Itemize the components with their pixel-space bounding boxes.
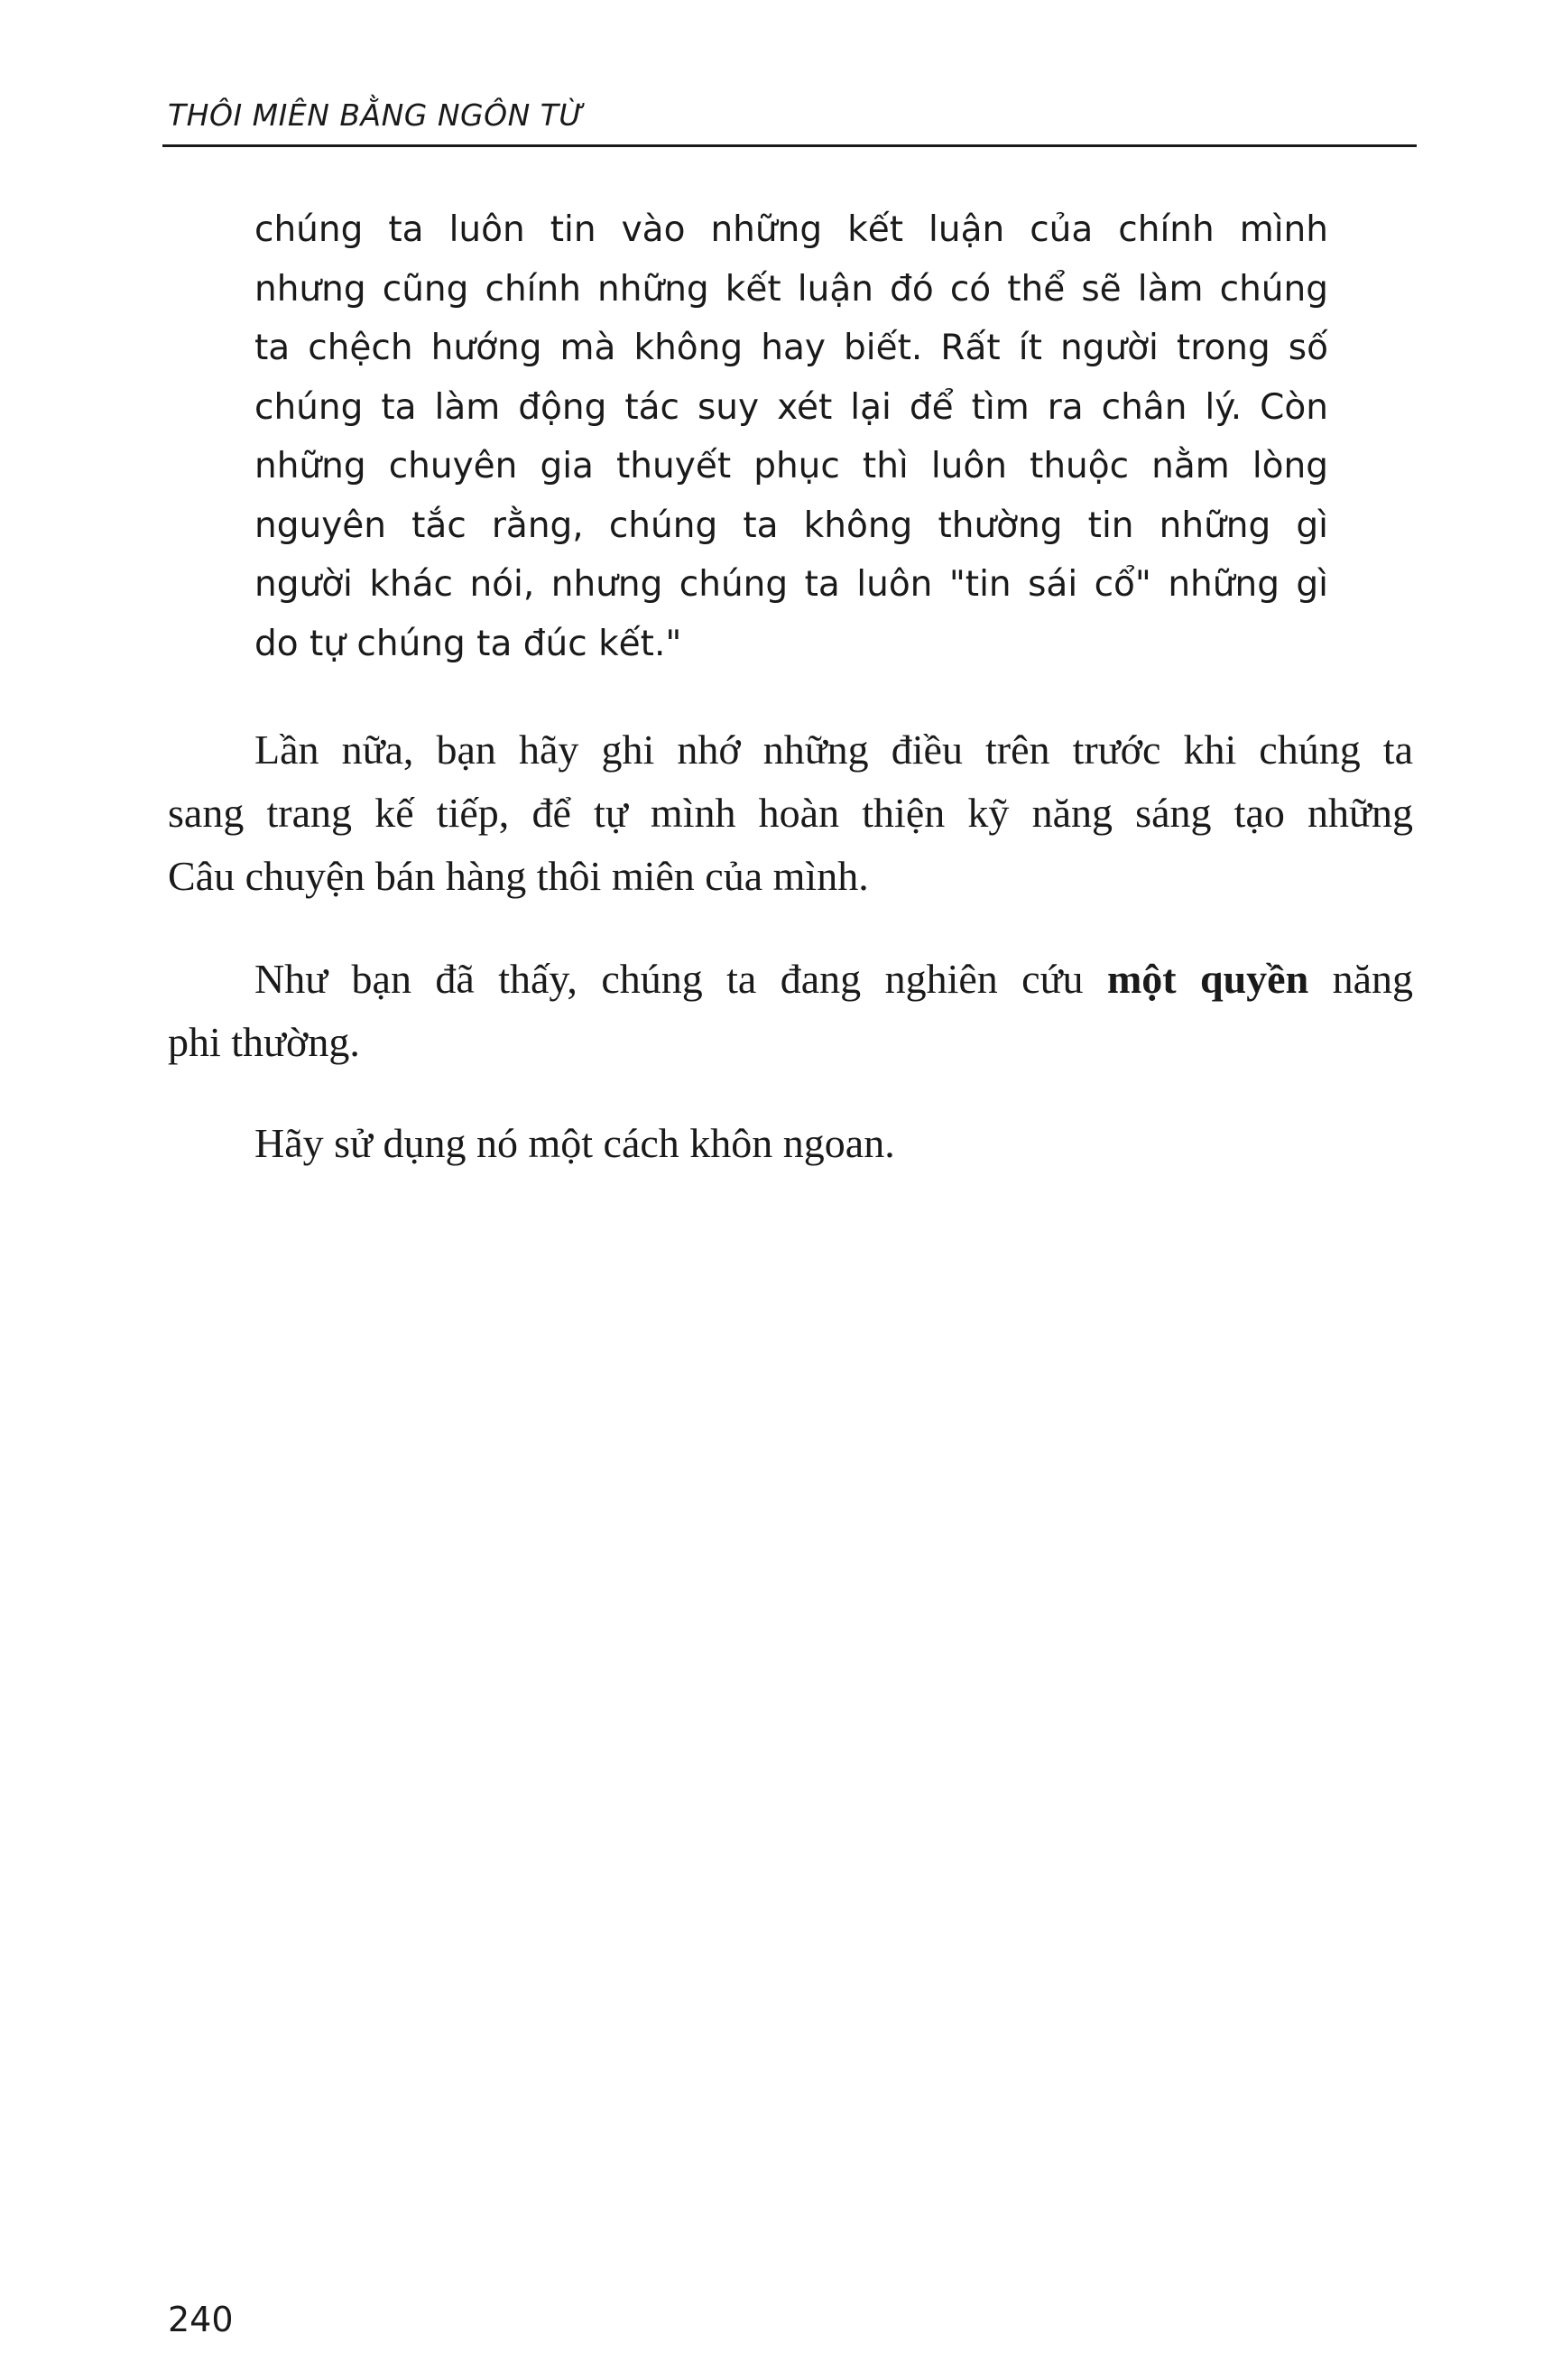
paragraph-line: Hãy sử dụng nó một cách khôn ngoan. <box>254 1120 895 1166</box>
quote-line: người khác nói, nhưng chúng ta luôn "tin sái cổ" những gì <box>254 564 1328 605</box>
quote-block <box>254 200 1328 673</box>
quote-line: chúng ta làm động tác suy xét lại để tìm ra chân lý. Còn <box>254 386 1328 428</box>
paragraph-line: sang trang kế tiếp, để tự mình hoàn thiện kỹ năng sáng tạo những <box>168 790 1413 836</box>
running-header: THÔI MIÊN BẰNG NGÔN TỪ <box>168 97 585 133</box>
quote-line: những chuyên gia thuyết phục thì luôn thuộc nằm lòng <box>254 446 1328 486</box>
header-rule <box>162 144 1417 147</box>
paragraph-text: Như bạn đã thấy, chúng ta đang nghiên cứu <box>254 956 1107 1002</box>
quote-line: chúng ta luôn tin vào những kết luận của chính mình <box>254 209 1328 250</box>
quote-line: ta chệch hướng mà không hay biết. Rất ít người trong số <box>254 328 1328 368</box>
quote-line: do tự chúng ta đúc kết." <box>254 623 682 664</box>
paragraph-power <box>168 948 1413 1074</box>
paragraph-line: phi thường. <box>168 1019 360 1065</box>
emphasis-text: một quyền <box>1106 956 1309 1002</box>
paragraph-line: Lần nữa, bạn hãy ghi nhớ những điều trên trước khi chúng ta <box>254 727 1413 773</box>
paragraph-line <box>168 948 1413 1011</box>
paragraph-text: năng <box>1308 956 1413 1002</box>
paragraph-wisdom <box>168 1112 1413 1175</box>
page-number: 240 <box>168 2300 234 2339</box>
paragraph-reminder <box>168 718 1413 908</box>
paragraph-line: Câu chuyện bán hàng thôi miên của mình. <box>168 853 869 899</box>
quote-line: nguyên tắc rằng, chúng ta không thường tin những gì <box>254 505 1328 546</box>
quote-line: nhưng cũng chính những kết luận đó có thể sẽ làm chúng <box>254 268 1328 310</box>
